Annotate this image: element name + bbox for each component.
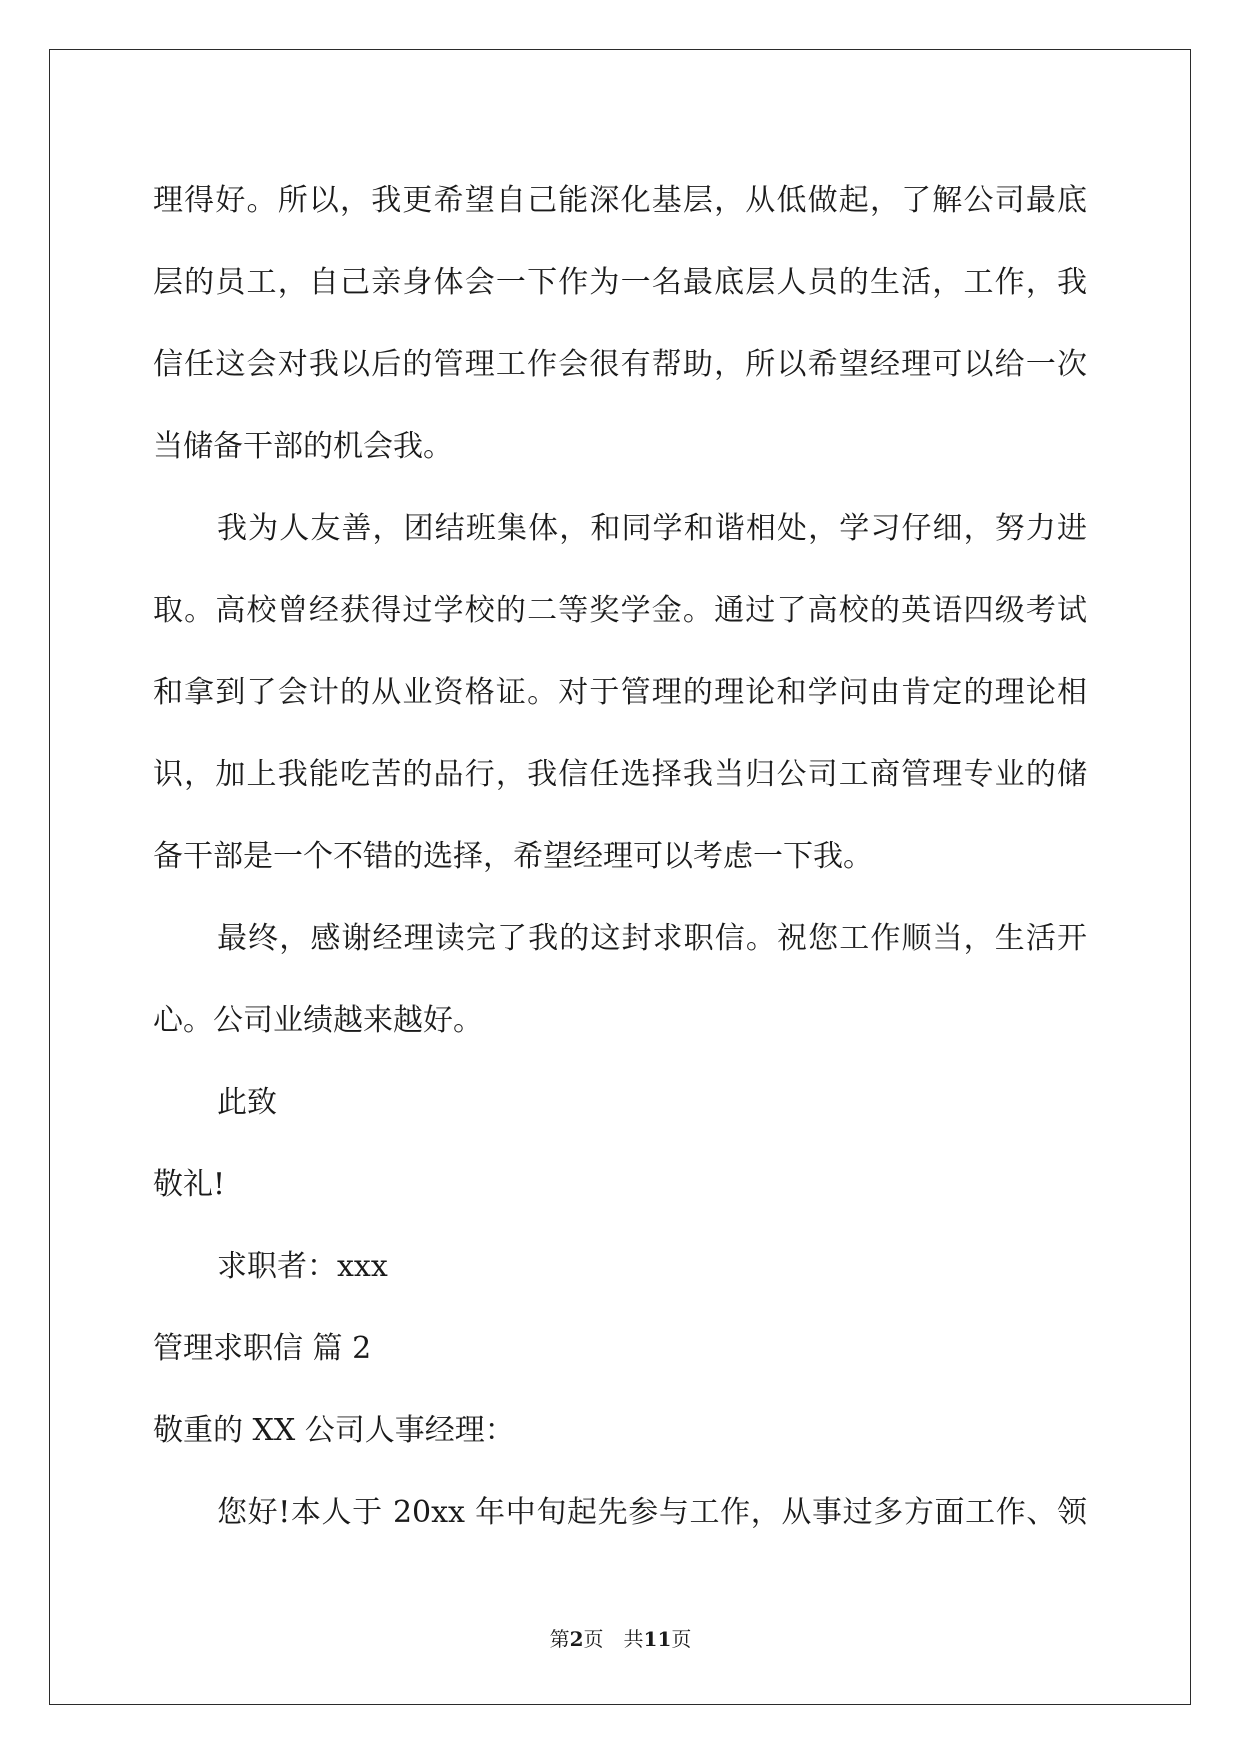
text-line: 识，加上我能吃苦的品行，我信任选择我当归公司工商管理专业的储 — [153, 757, 1087, 792]
text-line: 我为人友善，团结班集体，和同学和谐相处，学习仔细，努力进 — [217, 511, 1087, 546]
text-line: 管理求职信 篇 2 — [153, 1331, 372, 1366]
footer-page-suffix: 页 — [583, 1627, 604, 1651]
text-line: 信任这会对我以后的管理工作会很有帮助，所以希望经理可以给一次 — [153, 347, 1087, 382]
text-line: 最终，感谢经理读完了我的这封求职信。祝您工作顺当，生活开 — [217, 921, 1087, 956]
footer-total-prefix: 共 — [623, 1627, 644, 1651]
text-line: 求职者：xxx — [217, 1249, 388, 1284]
page-footer — [0, 1623, 1241, 1652]
text-line: 备干部是一个不错的选择，希望经理可以考虑一下我。 — [153, 839, 873, 874]
text-line: 层的员工，自己亲身体会一下作为一名最底层人员的生活，工作，我 — [153, 265, 1087, 300]
footer-prefix: 第 — [549, 1627, 570, 1651]
total-page-number: 11 — [643, 1627, 672, 1651]
text-line: 敬礼! — [153, 1167, 226, 1202]
text-line: 理得好。所以，我更希望自己能深化基层，从低做起，了解公司最底 — [153, 183, 1087, 218]
document-body — [153, 160, 1087, 1554]
text-line: 取。高校曾经获得过学校的二等奖学金。通过了高校的英语四级考试 — [153, 593, 1087, 628]
text-line: 此致 — [217, 1085, 277, 1120]
text-line: 您好!本人于 20xx 年中旬起先参与工作，从事过多方面工作、领 — [217, 1495, 1087, 1530]
text-line: 和拿到了会计的从业资格证。对于管理的理论和学问由肯定的理论相 — [153, 675, 1087, 710]
text-line: 心。公司业绩越来越好。 — [153, 1003, 483, 1038]
footer-total-suffix: 页 — [671, 1627, 692, 1651]
text-line: 当储备干部的机会我。 — [153, 429, 453, 464]
current-page-number: 2 — [569, 1627, 584, 1651]
text-line: 敬重的 XX 公司人事经理： — [153, 1413, 515, 1448]
